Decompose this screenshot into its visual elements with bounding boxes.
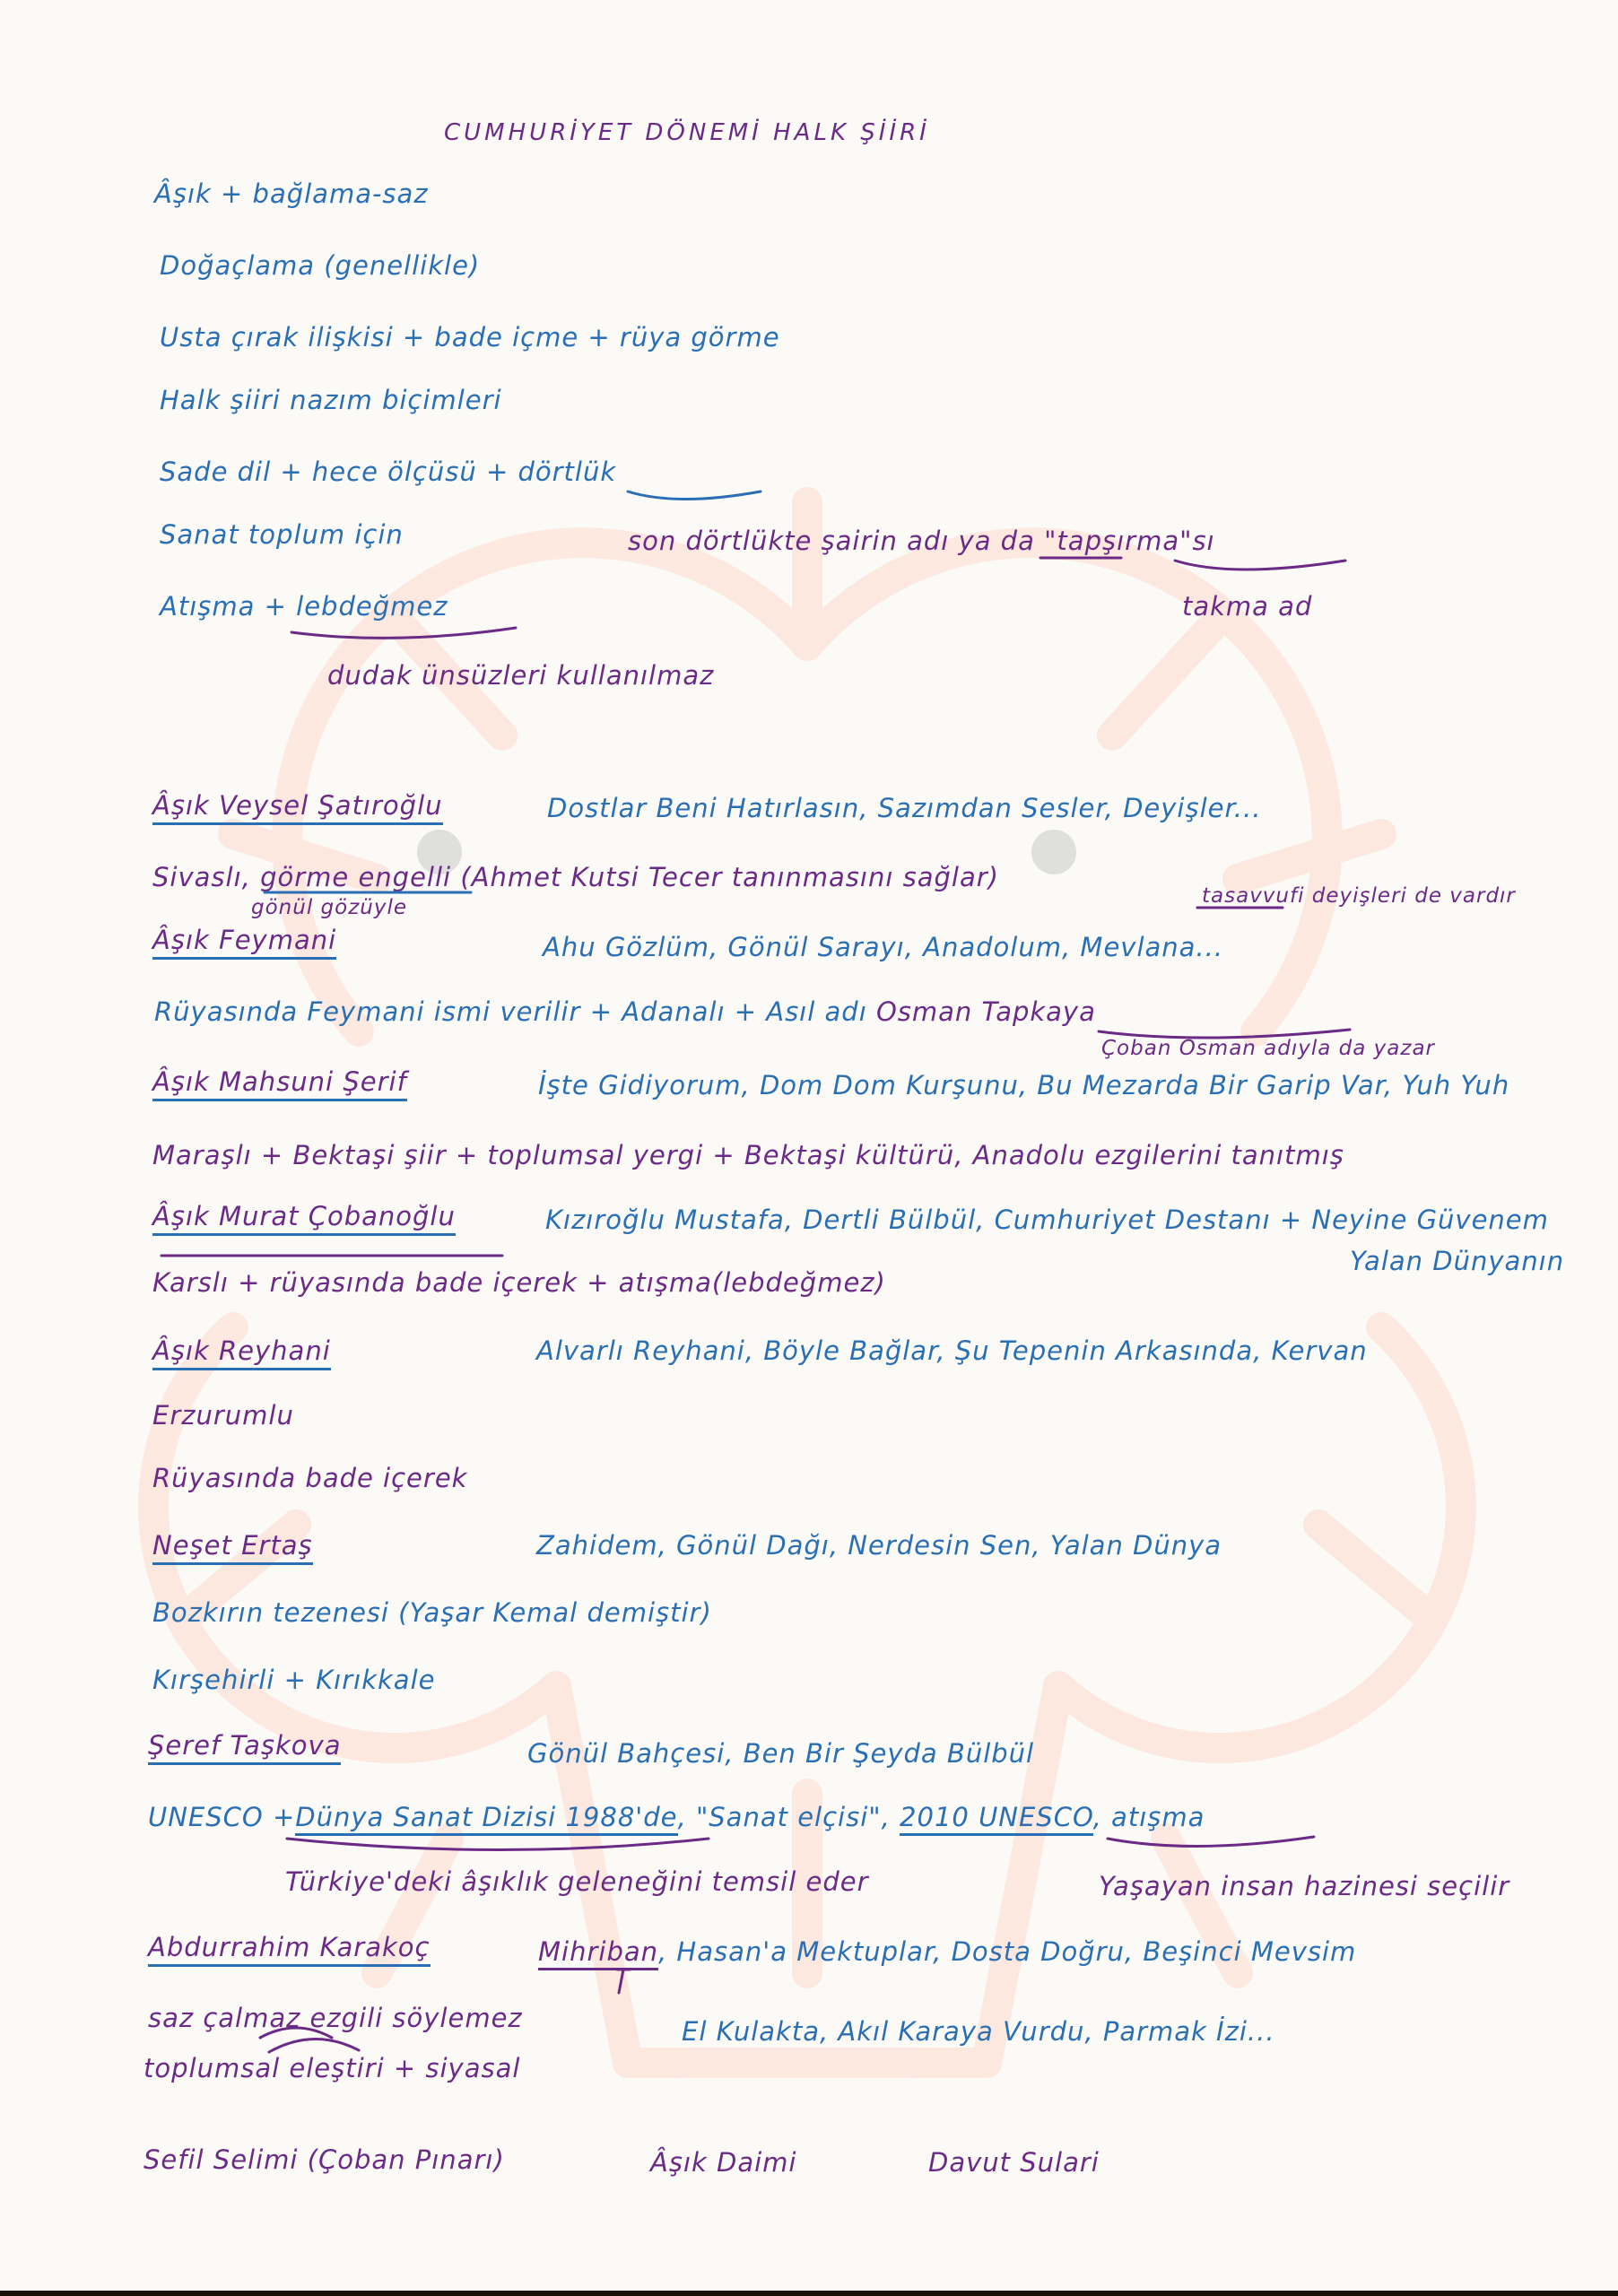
poet-info-ertas-2: Kırşehirli + Kırıkkale: [152, 1665, 436, 1695]
intro-line-6-note: [628, 525, 1215, 557]
poet-line-last-1: Sefil Selimi (Çoban Pınarı): [144, 2144, 505, 2175]
poet-info-reyhani-1: Erzurumlu: [152, 1400, 294, 1431]
poet-line-last-2: Âşık Daimi: [650, 2147, 797, 2178]
intro-note-text: son dörtlükte şairin adı: [628, 526, 950, 556]
poet-name-feymani: Âşık Feymani: [152, 924, 336, 960]
intro-line-5: [160, 456, 616, 488]
poet-info-feymani: [154, 996, 1096, 1028]
intro-line-2: Doğaçlama (genellikle): [160, 250, 481, 281]
poet-works-reyhani: Alvarlı Reyhani, Böyle Bağlar, Şu Tepenin Arkasında, Kervan: [536, 1335, 1368, 1366]
intro-line-5-underlined: dörtlük: [518, 457, 617, 487]
karakoc-info-2a: toplumsal: [144, 2053, 281, 2083]
tapkova-info-1d: ,: [881, 1802, 891, 1832]
intro-line-7-lebdegmez: lebdeğmez: [296, 591, 448, 622]
veysel-info-3: (Ahmet Kutsi Tecer tanınmasını sağlar): [460, 862, 999, 892]
intro-line-7: [160, 590, 448, 622]
poet-works-veysel: Dostlar Beni Hatırlasın, Sazımdan Sesler, Deyişler...: [547, 793, 1262, 823]
poet-name-reyhani: Âşık Reyhani: [152, 1335, 331, 1370]
poet-works-murat-2: Yalan Dünyanın: [1350, 1246, 1565, 1276]
karakoc-info-2b: eleştiri: [289, 2053, 385, 2083]
intro-note-takma-ad: takma ad: [1182, 591, 1313, 622]
tapkova-info-1u: Dünya Sanat Dizisi 1988'de: [295, 1802, 677, 1836]
karakoc-info-2c: + siyasal: [393, 2053, 521, 2083]
veysel-info-1: Sivaslı,: [152, 862, 251, 892]
poet-info-veysel: [152, 861, 999, 893]
veysel-note: gönül gözüyle: [251, 896, 407, 919]
intro-line-8: dudak ünsüzleri kullanılmaz: [327, 660, 715, 691]
intro-line-7-text: Atışma +: [160, 591, 287, 622]
poet-name-ertas: Neşet Ertaş: [152, 1529, 313, 1565]
intro-note-or: ya da: [958, 526, 1035, 556]
intro-line-6: Sanat toplum için: [160, 519, 404, 550]
feymani-info-1: Rüyasında Feymani ismi verilir + Adanalı + Asıl adı: [154, 996, 867, 1027]
poet-name-mahsuni: Âşık Mahsuni Şerif: [152, 1065, 407, 1101]
intro-note-tapsirma: "tapşırma": [1044, 526, 1193, 556]
poet-works-murat: Kızıroğlu Mustafa, Dertli Bülbül, Cumhuriyet Destanı + Neyine Güvenem: [545, 1205, 1549, 1235]
poet-info-karakoc-1: saz çalmaz ezgili söylemez: [148, 2003, 523, 2033]
poet-info-mahsuni: Maraşlı + Bektaşi şiir + toplumsal yergi + Bektaşi kültürü, Anadolu ezgilerini tanıtmış: [152, 1140, 1344, 1170]
karakoc-works-rest: , Hasan'a Mektuplar, Dosta Doğru, Beşinci Mevsim: [658, 1936, 1357, 1967]
feymani-note-2: Çoban Osman adıyla da yazar: [1101, 1037, 1436, 1060]
tapkova-note-2: Yaşayan insan hazinesi seçilir: [1099, 1871, 1510, 1901]
page-edge: [0, 2291, 1618, 2296]
scan-dot: [1031, 830, 1076, 874]
poet-name-veysel: Âşık Veysel Şatıroğlu: [152, 789, 443, 825]
poet-name-murat: Âşık Murat Çobanoğlu: [152, 1200, 456, 1236]
tapkova-info-1: UNESCO +: [148, 1802, 296, 1832]
poet-line-last-3: Davut Sulari: [928, 2147, 1100, 2178]
feymani-note: tasavvufi deyişleri de vardır: [1202, 884, 1516, 908]
tapkova-note-1: Türkiye'deki âşıklık geleneğini temsil eder: [285, 1866, 869, 1897]
poet-info-murat: Karslı + rüyasında bade içerek + atışma(lebdeğmez): [152, 1267, 886, 1298]
intro-line-3: Usta çırak ilişkisi + bade içme + rüya görme: [160, 322, 780, 352]
poet-works-tapkova: Gönül Bahçesi, Ben Bir Şeyda Bülbül: [527, 1738, 1035, 1769]
karakoc-works-mihriban: Mihriban: [538, 1936, 658, 1970]
intro-line-4: Halk şiiri nazım biçimleri: [160, 385, 502, 415]
poet-works-mahsuni: İşte Gidiyorum, Dom Dom Kurşunu, Bu Mezarda Bir Garip Var, Yuh Yuh: [538, 1070, 1510, 1100]
veysel-info-2: görme engelli: [260, 862, 452, 892]
tapkova-info-1c: "Sanat elçisi": [695, 1802, 882, 1832]
poet-name-tapkova: Şeref Taşkova: [148, 1729, 341, 1765]
poet-works-feymani: Ahu Gözlüm, Gönül Sarayı, Anadolum, Mevlana...: [543, 932, 1224, 962]
poet-info-karakoc-2: [144, 2052, 520, 2084]
poet-works-karakoc-2: El Kulakta, Akıl Karaya Vurdu, Parmak İzi...: [682, 2016, 1275, 2047]
poet-works-karakoc: [538, 1935, 1356, 1968]
tapkova-info-1b: ,: [677, 1802, 687, 1832]
poet-info-ertas-1: Bozkırın tezenesi (Yaşar Kemal demiştir): [152, 1597, 712, 1628]
feymani-info-2: Osman Tapkaya: [875, 996, 1096, 1027]
page-title: CUMHURİYET DÖNEMİ HALK ŞİİRİ: [444, 119, 930, 146]
intro-line-1: Âşık + bağlama-saz: [154, 178, 429, 209]
intro-note-suffix: sı: [1192, 526, 1215, 556]
poet-info-tapkova: [148, 1801, 1205, 1833]
poet-name-karakoc: Abdurrahim Karakoç: [148, 1931, 431, 1967]
tapkova-info-1f: , atışma: [1092, 1802, 1205, 1832]
intro-line-5-text: Sade dil + hece ölçüsü +: [160, 457, 509, 487]
tapkova-info-1e: 2010 UNESCO: [900, 1802, 1093, 1836]
poet-info-reyhani-2: Rüyasında bade içerek: [152, 1463, 468, 1493]
poet-works-ertas: Zahidem, Gönül Dağı, Nerdesin Sen, Yalan Dünya: [536, 1530, 1222, 1561]
